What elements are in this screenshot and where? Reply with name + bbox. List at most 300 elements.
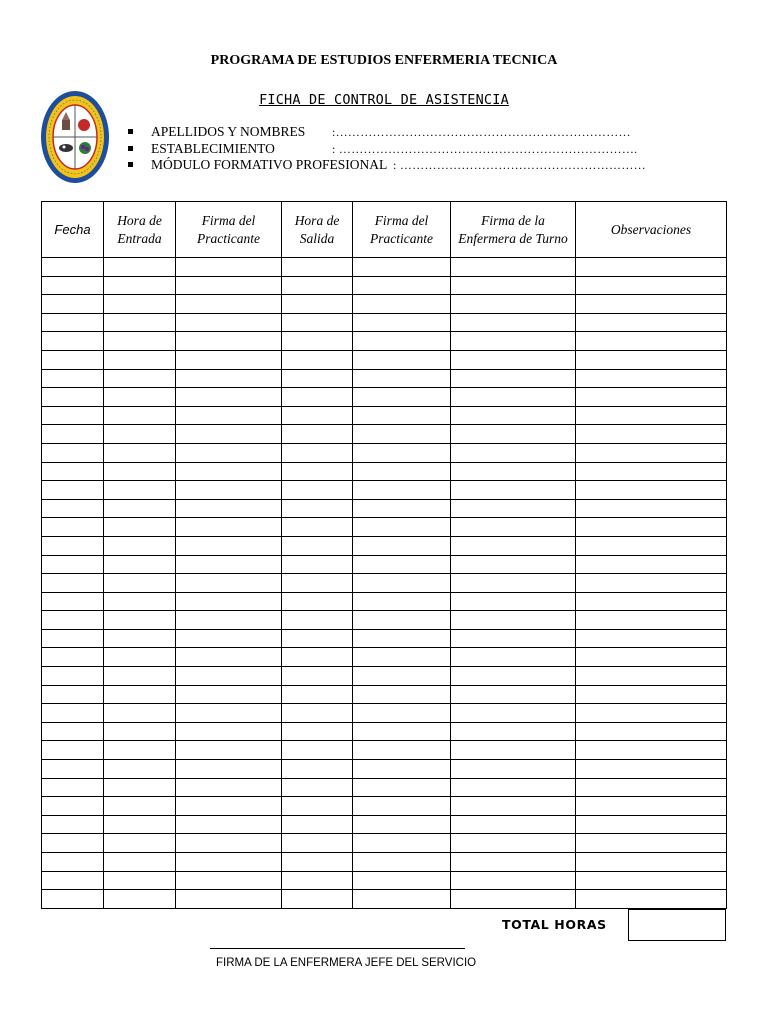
- attendance-rows: [42, 258, 727, 909]
- table-cell[interactable]: [576, 313, 727, 332]
- table-cell[interactable]: [282, 685, 353, 704]
- table-cell[interactable]: [353, 332, 451, 351]
- table-cell[interactable]: [42, 592, 104, 611]
- table-row: [42, 611, 727, 630]
- table-cell[interactable]: [176, 518, 282, 537]
- table-cell[interactable]: [282, 611, 353, 630]
- table-cell[interactable]: [104, 704, 176, 723]
- table-cell[interactable]: [282, 425, 353, 444]
- table-cell[interactable]: [104, 443, 176, 462]
- table-row: [42, 871, 727, 890]
- table-cell[interactable]: [42, 685, 104, 704]
- table-cell[interactable]: [576, 536, 727, 555]
- table-cell[interactable]: [451, 834, 576, 853]
- table-cell[interactable]: [282, 797, 353, 816]
- table-cell[interactable]: [353, 443, 451, 462]
- table-cell[interactable]: [282, 815, 353, 834]
- table-cell[interactable]: [353, 797, 451, 816]
- table-cell[interactable]: [42, 313, 104, 332]
- table-cell[interactable]: [42, 574, 104, 593]
- table-cell[interactable]: [576, 276, 727, 295]
- table-cell[interactable]: [176, 425, 282, 444]
- table-cell[interactable]: [282, 313, 353, 332]
- table-row: [42, 834, 727, 853]
- table-cell[interactable]: [282, 760, 353, 779]
- table-row: [42, 536, 727, 555]
- table-cell[interactable]: [176, 332, 282, 351]
- table-cell[interactable]: [353, 555, 451, 574]
- bullet-icon: [128, 146, 133, 151]
- table-cell[interactable]: [42, 871, 104, 890]
- table-row: [42, 258, 727, 277]
- table-cell[interactable]: [353, 574, 451, 593]
- table-cell[interactable]: [104, 313, 176, 332]
- table-cell[interactable]: [42, 481, 104, 500]
- table-cell[interactable]: [42, 388, 104, 407]
- column-header-firma-practicante: Firma del Practicante: [176, 202, 282, 258]
- table-cell[interactable]: [353, 871, 451, 890]
- table-cell[interactable]: [176, 667, 282, 686]
- table-cell[interactable]: [576, 871, 727, 890]
- table-cell[interactable]: [282, 258, 353, 277]
- table-cell[interactable]: [576, 667, 727, 686]
- table-row: [42, 425, 727, 444]
- field-label: APELLIDOS Y NOMBRES: [151, 124, 306, 139]
- table-cell[interactable]: [451, 741, 576, 760]
- table-row: [42, 388, 727, 407]
- table-cell[interactable]: [282, 629, 353, 648]
- table-cell[interactable]: [104, 853, 176, 872]
- table-cell[interactable]: [104, 722, 176, 741]
- table-cell[interactable]: [451, 667, 576, 686]
- table-cell[interactable]: [576, 406, 727, 425]
- table-cell[interactable]: [451, 704, 576, 723]
- table-row: [42, 332, 727, 351]
- table-cell[interactable]: [576, 685, 727, 704]
- table-cell[interactable]: [451, 536, 576, 555]
- table-cell[interactable]: [176, 443, 282, 462]
- table-row: [42, 704, 727, 723]
- signature-line: [210, 948, 465, 949]
- table-cell[interactable]: [576, 592, 727, 611]
- table-cell[interactable]: [104, 871, 176, 890]
- table-cell[interactable]: [451, 815, 576, 834]
- table-cell[interactable]: [176, 276, 282, 295]
- table-cell[interactable]: [576, 388, 727, 407]
- table-cell[interactable]: [176, 704, 282, 723]
- table-cell[interactable]: [176, 871, 282, 890]
- table-cell[interactable]: [176, 611, 282, 630]
- table-cell[interactable]: [104, 667, 176, 686]
- bullet-icon: [128, 129, 133, 134]
- table-cell[interactable]: [104, 629, 176, 648]
- table-cell[interactable]: [282, 834, 353, 853]
- table-cell[interactable]: [282, 555, 353, 574]
- table-cell[interactable]: [353, 853, 451, 872]
- table-cell[interactable]: [176, 778, 282, 797]
- table-cell[interactable]: [353, 350, 451, 369]
- table-cell[interactable]: [104, 592, 176, 611]
- table-row: [42, 722, 727, 741]
- table-cell[interactable]: [42, 332, 104, 351]
- table-cell[interactable]: [451, 313, 576, 332]
- table-row: [42, 815, 727, 834]
- table-cell[interactable]: [451, 425, 576, 444]
- table-cell[interactable]: [282, 295, 353, 314]
- bullet-icon: [128, 162, 133, 167]
- field-blank-modulo[interactable]: : ……………………………………………………: [393, 158, 646, 172]
- table-cell[interactable]: [576, 815, 727, 834]
- table-cell[interactable]: [176, 815, 282, 834]
- table-cell[interactable]: [42, 276, 104, 295]
- table-cell[interactable]: [353, 815, 451, 834]
- table-cell[interactable]: [104, 685, 176, 704]
- table-cell[interactable]: [42, 704, 104, 723]
- table-cell[interactable]: [176, 834, 282, 853]
- table-cell[interactable]: [42, 722, 104, 741]
- table-cell[interactable]: [353, 536, 451, 555]
- table-cell[interactable]: [451, 258, 576, 277]
- table-cell[interactable]: [104, 574, 176, 593]
- table-cell[interactable]: [576, 834, 727, 853]
- table-cell[interactable]: [576, 499, 727, 518]
- table-cell[interactable]: [104, 778, 176, 797]
- table-cell[interactable]: [282, 406, 353, 425]
- table-cell[interactable]: [451, 443, 576, 462]
- table-cell[interactable]: [353, 388, 451, 407]
- column-header-fecha: Fecha: [42, 202, 104, 258]
- table-cell[interactable]: [104, 258, 176, 277]
- table-cell[interactable]: [104, 834, 176, 853]
- table-cell[interactable]: [176, 481, 282, 500]
- table-cell[interactable]: [451, 853, 576, 872]
- field-blank-establecimiento[interactable]: : ……………………………………………………………….: [332, 141, 638, 156]
- table-cell[interactable]: [176, 722, 282, 741]
- table-cell[interactable]: [451, 871, 576, 890]
- table-cell[interactable]: [42, 555, 104, 574]
- table-cell[interactable]: [176, 797, 282, 816]
- table-cell[interactable]: [42, 797, 104, 816]
- table-cell[interactable]: [353, 369, 451, 388]
- table-row: [42, 741, 727, 760]
- table-cell[interactable]: [576, 332, 727, 351]
- table-cell[interactable]: [353, 276, 451, 295]
- table-cell[interactable]: [42, 629, 104, 648]
- table-cell[interactable]: [42, 815, 104, 834]
- table-cell[interactable]: [353, 462, 451, 481]
- table-cell[interactable]: [104, 388, 176, 407]
- table-cell[interactable]: [104, 555, 176, 574]
- table-cell[interactable]: [176, 499, 282, 518]
- total-hours-box[interactable]: [628, 909, 726, 941]
- table-cell[interactable]: [282, 443, 353, 462]
- table-cell[interactable]: [576, 518, 727, 537]
- table-cell[interactable]: [282, 722, 353, 741]
- table-cell[interactable]: [104, 369, 176, 388]
- table-cell[interactable]: [104, 481, 176, 500]
- table-cell[interactable]: [104, 462, 176, 481]
- table-cell[interactable]: [576, 350, 727, 369]
- table-cell[interactable]: [176, 369, 282, 388]
- table-cell[interactable]: [576, 462, 727, 481]
- field-blank-apellidos[interactable]: :………………………………………………………………: [332, 125, 631, 139]
- table-cell[interactable]: [451, 295, 576, 314]
- table-cell[interactable]: [451, 481, 576, 500]
- table-cell[interactable]: [353, 499, 451, 518]
- table-cell[interactable]: [104, 276, 176, 295]
- program-title: PROGRAMA DE ESTUDIOS ENFERMERIA TECNICA: [210, 53, 558, 68]
- table-cell[interactable]: [353, 629, 451, 648]
- table-cell[interactable]: [104, 611, 176, 630]
- table-header-row: [42, 202, 727, 258]
- table-cell[interactable]: [282, 778, 353, 797]
- column-header-hora-salida: Hora de Salida: [282, 202, 353, 258]
- table-cell[interactable]: [282, 704, 353, 723]
- table-cell[interactable]: [176, 388, 282, 407]
- table-cell[interactable]: [353, 481, 451, 500]
- table-row: [42, 555, 727, 574]
- table-cell[interactable]: [451, 648, 576, 667]
- table-cell[interactable]: [282, 369, 353, 388]
- table-cell[interactable]: [282, 648, 353, 667]
- table-row: [42, 574, 727, 593]
- table-cell[interactable]: [42, 611, 104, 630]
- table-cell[interactable]: [176, 741, 282, 760]
- table-cell[interactable]: [42, 443, 104, 462]
- table-cell[interactable]: [104, 406, 176, 425]
- table-cell[interactable]: [282, 741, 353, 760]
- table-cell[interactable]: [42, 350, 104, 369]
- table-cell[interactable]: [576, 611, 727, 630]
- table-row: [42, 648, 727, 667]
- table-cell[interactable]: [42, 258, 104, 277]
- table-row: [42, 518, 727, 537]
- table-cell[interactable]: [451, 462, 576, 481]
- total-hours-label: TOTAL HORAS: [502, 917, 607, 932]
- table-cell[interactable]: [353, 425, 451, 444]
- table-cell[interactable]: [576, 555, 727, 574]
- table-cell[interactable]: [42, 741, 104, 760]
- table-cell[interactable]: [576, 741, 727, 760]
- table-cell[interactable]: [104, 797, 176, 816]
- table-row: [42, 443, 727, 462]
- table-cell[interactable]: [42, 853, 104, 872]
- table-cell[interactable]: [42, 295, 104, 314]
- table-cell[interactable]: [282, 592, 353, 611]
- table-cell[interactable]: [282, 350, 353, 369]
- table-cell[interactable]: [42, 834, 104, 853]
- table-cell[interactable]: [451, 499, 576, 518]
- table-cell[interactable]: [576, 481, 727, 500]
- table-cell[interactable]: [176, 350, 282, 369]
- table-cell[interactable]: [451, 611, 576, 630]
- table-cell[interactable]: [451, 760, 576, 779]
- table-cell[interactable]: [451, 778, 576, 797]
- table-row: [42, 462, 727, 481]
- table-row: [42, 406, 727, 425]
- table-cell[interactable]: [353, 834, 451, 853]
- table-cell[interactable]: [576, 704, 727, 723]
- table-cell[interactable]: [282, 518, 353, 537]
- table-cell[interactable]: [104, 741, 176, 760]
- table-cell[interactable]: [282, 890, 353, 909]
- table-cell[interactable]: [104, 350, 176, 369]
- table-cell[interactable]: [176, 258, 282, 277]
- form-title: FICHA DE CONTROL DE ASISTENCIA: [259, 92, 509, 108]
- table-row: [42, 797, 727, 816]
- table-cell[interactable]: [353, 592, 451, 611]
- table-cell[interactable]: [282, 853, 353, 872]
- table-cell[interactable]: [576, 369, 727, 388]
- table-cell[interactable]: [176, 555, 282, 574]
- table-cell[interactable]: [282, 667, 353, 686]
- table-row: [42, 276, 727, 295]
- table-cell[interactable]: [176, 592, 282, 611]
- table-cell[interactable]: [451, 592, 576, 611]
- column-header-hora-entrada: Hora de Entrada: [104, 202, 176, 258]
- table-cell[interactable]: [176, 629, 282, 648]
- table-cell[interactable]: [451, 406, 576, 425]
- table-row: [42, 667, 727, 686]
- table-cell[interactable]: [576, 722, 727, 741]
- table-cell[interactable]: [176, 406, 282, 425]
- table-row: [42, 350, 727, 369]
- table-cell[interactable]: [42, 890, 104, 909]
- table-cell[interactable]: [451, 555, 576, 574]
- table-cell[interactable]: [451, 518, 576, 537]
- table-cell[interactable]: [451, 629, 576, 648]
- table-cell[interactable]: [576, 425, 727, 444]
- table-cell[interactable]: [282, 574, 353, 593]
- table-cell[interactable]: [42, 425, 104, 444]
- field-label: ESTABLECIMIENTO: [151, 140, 275, 156]
- table-cell[interactable]: [282, 388, 353, 407]
- table-row: [42, 853, 727, 872]
- table-cell[interactable]: [451, 369, 576, 388]
- table-cell[interactable]: [104, 760, 176, 779]
- table-cell[interactable]: [353, 313, 451, 332]
- table-cell[interactable]: [104, 499, 176, 518]
- table-cell[interactable]: [353, 648, 451, 667]
- table-cell[interactable]: [576, 890, 727, 909]
- attendance-table: [41, 201, 727, 909]
- table-cell[interactable]: [176, 648, 282, 667]
- table-cell[interactable]: [353, 741, 451, 760]
- table-cell[interactable]: [576, 258, 727, 277]
- table-cell[interactable]: [176, 853, 282, 872]
- table-cell[interactable]: [176, 574, 282, 593]
- table-cell[interactable]: [576, 778, 727, 797]
- table-cell[interactable]: [451, 276, 576, 295]
- table-cell[interactable]: [104, 815, 176, 834]
- table-cell[interactable]: [282, 276, 353, 295]
- table-cell[interactable]: [176, 685, 282, 704]
- table-cell[interactable]: [42, 499, 104, 518]
- table-cell[interactable]: [353, 611, 451, 630]
- table-cell[interactable]: [576, 574, 727, 593]
- table-cell[interactable]: [104, 425, 176, 444]
- table-cell[interactable]: [176, 890, 282, 909]
- table-cell[interactable]: [104, 332, 176, 351]
- table-cell[interactable]: [282, 536, 353, 555]
- signature-label: FIRMA DE LA ENFERMERA JEFE DEL SERVICIO: [216, 957, 477, 969]
- table-cell[interactable]: [353, 760, 451, 779]
- table-cell[interactable]: [451, 388, 576, 407]
- table-cell[interactable]: [576, 443, 727, 462]
- table-cell[interactable]: [104, 295, 176, 314]
- table-cell[interactable]: [176, 295, 282, 314]
- table-cell[interactable]: [104, 518, 176, 537]
- table-cell[interactable]: [282, 332, 353, 351]
- column-header-firma-enfermera: Firma de la Enfermera de Turno: [451, 202, 576, 258]
- table-cell[interactable]: [353, 722, 451, 741]
- table-cell[interactable]: [451, 574, 576, 593]
- table-cell[interactable]: [353, 778, 451, 797]
- table-cell[interactable]: [353, 295, 451, 314]
- table-cell[interactable]: [353, 667, 451, 686]
- table-cell[interactable]: [451, 797, 576, 816]
- table-cell[interactable]: [42, 648, 104, 667]
- field-label: MÓDULO FORMATIVO PROFESIONAL: [151, 157, 388, 172]
- table-cell[interactable]: [353, 518, 451, 537]
- table-row: [42, 760, 727, 779]
- table-cell[interactable]: [576, 797, 727, 816]
- table-cell[interactable]: [176, 462, 282, 481]
- table-cell[interactable]: [576, 629, 727, 648]
- table-cell[interactable]: [451, 722, 576, 741]
- table-cell[interactable]: [42, 462, 104, 481]
- table-cell[interactable]: [42, 536, 104, 555]
- table-cell[interactable]: [42, 406, 104, 425]
- table-cell[interactable]: [282, 481, 353, 500]
- table-cell[interactable]: [451, 890, 576, 909]
- table-cell[interactable]: [42, 760, 104, 779]
- table-cell[interactable]: [42, 778, 104, 797]
- table-cell[interactable]: [451, 685, 576, 704]
- table-cell[interactable]: [353, 406, 451, 425]
- table-row: [42, 481, 727, 500]
- table-row: [42, 592, 727, 611]
- table-cell[interactable]: [176, 536, 282, 555]
- table-cell[interactable]: [576, 760, 727, 779]
- column-header-observaciones: Observaciones: [576, 202, 727, 258]
- table-cell[interactable]: [353, 685, 451, 704]
- table-row: [42, 685, 727, 704]
- table-cell[interactable]: [176, 313, 282, 332]
- table-cell[interactable]: [42, 369, 104, 388]
- table-row: [42, 295, 727, 314]
- table-cell[interactable]: [282, 871, 353, 890]
- table-row: [42, 369, 727, 388]
- table-cell[interactable]: [282, 499, 353, 518]
- table-cell[interactable]: [104, 536, 176, 555]
- table-cell[interactable]: [42, 667, 104, 686]
- table-cell[interactable]: [104, 648, 176, 667]
- table-cell[interactable]: [576, 648, 727, 667]
- table-cell[interactable]: [451, 332, 576, 351]
- table-cell[interactable]: [282, 462, 353, 481]
- table-cell[interactable]: [42, 518, 104, 537]
- table-cell[interactable]: [353, 258, 451, 277]
- table-row: [42, 313, 727, 332]
- table-cell[interactable]: [451, 350, 576, 369]
- table-cell[interactable]: [576, 295, 727, 314]
- table-cell[interactable]: [353, 890, 451, 909]
- table-cell[interactable]: [104, 890, 176, 909]
- table-cell[interactable]: [176, 760, 282, 779]
- table-cell[interactable]: [576, 853, 727, 872]
- table-cell[interactable]: [353, 704, 451, 723]
